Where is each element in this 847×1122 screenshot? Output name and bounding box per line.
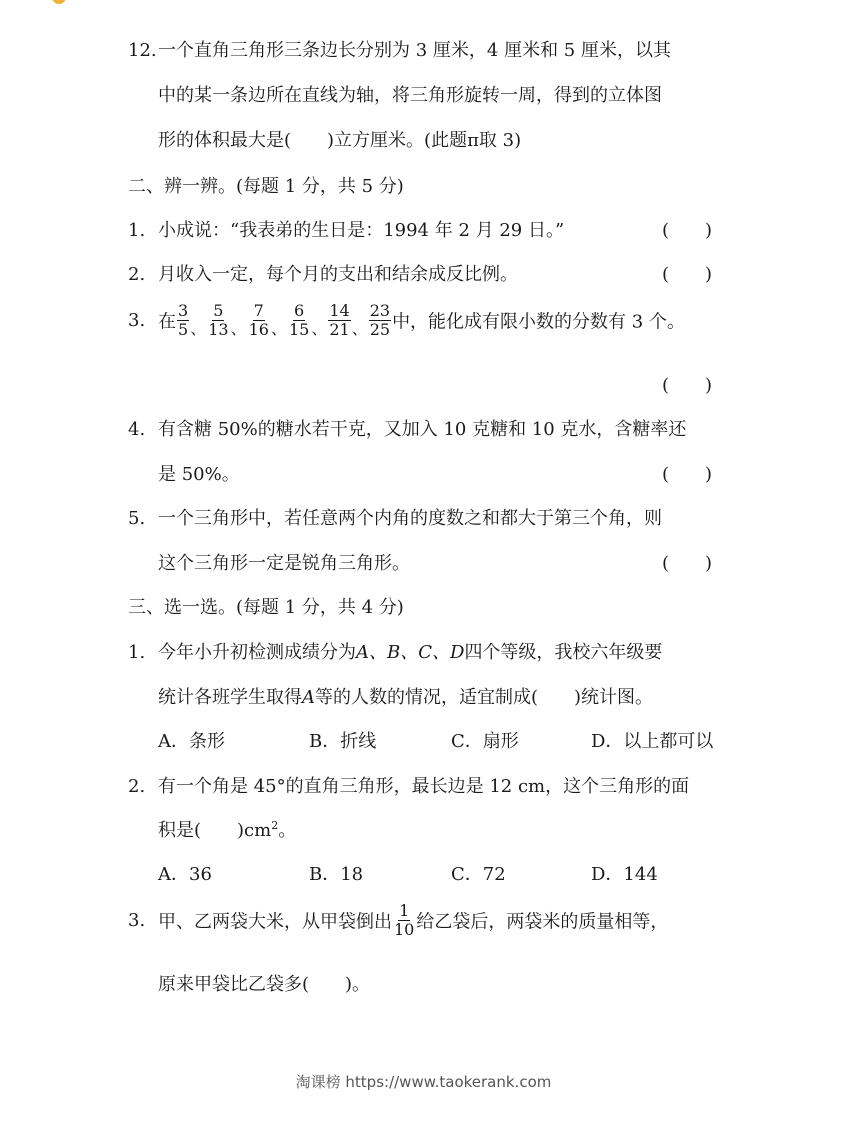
s3-q3-line1: 3. 甲、乙两袋大米，从甲袋倒出 $\frac{1}{10}$ 给乙袋后，两袋米的质量相等，: [128, 901, 669, 939]
s2-item-5-answer-blank[interactable]: ( ): [662, 553, 713, 574]
fraction: $\frac{23}{25}$: [369, 301, 391, 339]
s2-item-2-answer-blank[interactable]: ( ): [662, 264, 713, 285]
s3-q1-choice-d[interactable]: D．以上都可以: [591, 731, 714, 752]
s2-item-2: 2. 月收入一定，每个月的支出和结余成反比例。: [128, 264, 518, 285]
q12-line3: 形的体积最大是( )立方厘米。(此题π取 3): [158, 130, 522, 151]
fraction: $\frac{1}{10}$: [394, 901, 415, 939]
s3-q2-choice-b[interactable]: B．18: [309, 864, 364, 885]
s3-q2-choice-a[interactable]: A．36: [158, 864, 212, 885]
section3-title: 三、选一选。(每题 1 分，共 4 分): [128, 597, 404, 618]
s2-item-1-answer-blank[interactable]: ( ): [662, 220, 713, 241]
s2-item-4-line1: 4. 有含糖 50%的糖水若干克，又加入 10 克糖和 10 克水，含糖率还: [128, 419, 687, 440]
s2-item-4-answer-blank[interactable]: ( ): [662, 464, 713, 485]
section2-title: 二、辨一辨。(每题 1 分，共 5 分): [128, 176, 404, 197]
s3-q3-line2: 原来甲袋比乙袋多( )。: [158, 974, 371, 995]
corner-mark: [52, 0, 66, 4]
s3-q1-line2: 统计各班学生取得A等的人数的情况，适宜制成( )统计图。: [158, 687, 654, 708]
s2-item-4-line2: 是 50%。: [158, 464, 240, 485]
fraction: $\frac{7}{16}$: [248, 301, 269, 339]
s3-q1-choice-a[interactable]: A．条形: [158, 731, 225, 752]
s3-q1-choice-b[interactable]: B．折线: [309, 731, 377, 752]
s3-q2-line2: 积是( )$cm^2$。: [158, 819, 297, 841]
fraction: $\frac{5}{13}$: [208, 301, 229, 339]
q12-line1: 12.一个直角三角形三条边长分别为 3 厘米，4 厘米和 5 厘米，以其: [128, 40, 671, 61]
s2-item-5-line2: 这个三角形一定是锐角三角形。: [158, 553, 410, 574]
s3-q2-choice-d[interactable]: D．144: [591, 864, 658, 885]
s3-q1-line1: 1. 今年小升初检测成绩分为A、B、C、D四个等级，我校六年级要: [128, 642, 663, 663]
s2-item-3: 3. 在 $\frac{3}{5}$ 、 $\frac{5}{13}$ 、 $\frac{7}{16}$ 、 $\frac{6}{15}$ 、 $\frac{14}{21}$ 、 $\frac{23}{25}$ 中，能化成有限小数的分数有 3 个。: [128, 301, 685, 339]
s3-q1-choice-c[interactable]: C．扇形: [451, 731, 519, 752]
q12-line2: 中的某一条边所在直线为轴，将三角形旋转一周，得到的立体图: [158, 85, 662, 106]
s2-item-5-line1: 5. 一个三角形中，若任意两个内角的度数之和都大于第三个角，则: [128, 508, 662, 529]
s2-item-3-answer-blank[interactable]: ( ): [662, 375, 713, 396]
s3-q2-line1: 2. 有一个角是 45°的直角三角形，最长边是 12 cm，这个三角形的面: [128, 776, 690, 797]
s3-q2-choice-c[interactable]: C．72: [451, 864, 506, 885]
fraction: $\frac{14}{21}$: [329, 301, 350, 339]
q12-number: 12.: [128, 40, 157, 61]
fraction: $\frac{3}{5}$: [178, 301, 189, 339]
fraction: $\frac{6}{15}$: [288, 301, 310, 339]
s2-item-1: 1. 小成说：“我表弟的生日是：1994 年 2 月 29 日。”: [128, 220, 565, 241]
footer-watermark: 淘课榜 https://www.taokerank.com: [295, 1073, 552, 1091]
